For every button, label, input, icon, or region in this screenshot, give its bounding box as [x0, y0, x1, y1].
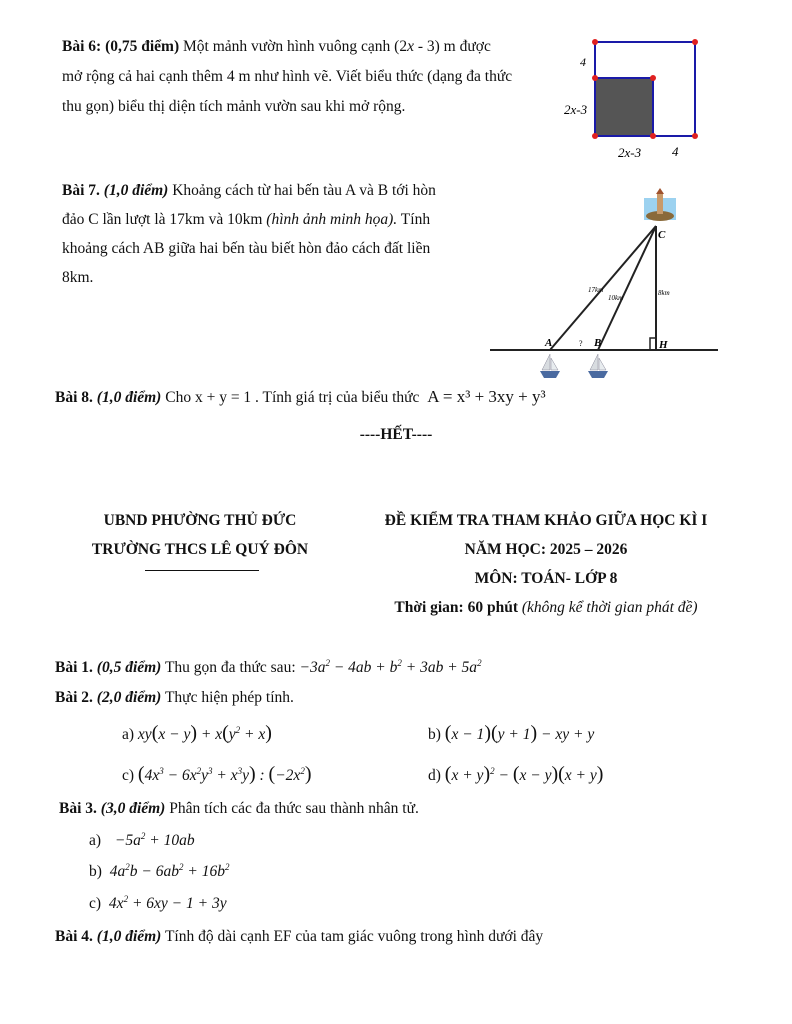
bai6-line2: mở rộng cả hai cạnh thêm 4 m như hình vẽ. Viết biểu thức (dạng đa thức	[62, 68, 513, 85]
bai6-points: (0,75 điểm)	[105, 38, 180, 55]
bai2-b: b) (x − 1)(y + 1) − xy + y	[428, 722, 595, 744]
bai3-b: b) $4a^2b - 6ab^2 + 16b^2$	[89, 862, 230, 880]
bai7-title: Bài 7.	[62, 182, 100, 199]
org-line1: UBND PHƯỜNG THỦ ĐỨC	[103, 512, 297, 529]
fig7-label-c: C	[658, 229, 666, 241]
fig7-label-question: ?	[579, 339, 583, 348]
exam-time: Thời gian: 60 phút (không kể thời gian phát đề)	[394, 599, 698, 616]
exam-year: NĂM HỌC: 2025 – 2026	[464, 541, 628, 558]
bai4-line: Bài 4. (1,0 điểm) Tính độ dài cạnh EF của tam giác vuông trong hình dưới đây	[55, 928, 544, 945]
bai6-line3: thu gọn) biểu thị diện tích mảnh vườn sau khi mở rộng.	[62, 98, 406, 115]
fig7-label-10km: 10km	[608, 294, 624, 302]
fig6-top-label: 4	[580, 55, 586, 69]
island-icon	[644, 188, 676, 221]
bai6-line1: Bài 6: (0,75 điểm) Một mảnh vườn hình vuông cạnh (2x - 3) m được	[62, 38, 491, 55]
fig7-label-8km: 8km	[658, 289, 670, 297]
bai8-line: Bài 8. (1,0 điểm) Cho x + y = 1 . Tính giá trị của biểu thức A = x³ + 3xy + y³	[55, 387, 546, 406]
bai2-line: Bài 2. (2,0 điểm) Thực hiện phép tính.	[55, 689, 294, 706]
bai7-line2: đảo C lần lượt là 17km và 10km (hình ảnh minh họa). Tính	[62, 211, 431, 228]
inner-square	[595, 78, 653, 136]
bai3-a: $a) -5a^2 + 10ab$	[89, 831, 195, 849]
bai1-line: Bài 1. (0,5 điểm) Thu gọn đa thức sau: $-3a^2 - 4ab + b^2 + 3ab + 5a^2$	[55, 658, 482, 676]
fig7-label-17km: 17km	[588, 286, 604, 294]
bai7-points: (1,0 điểm)	[103, 182, 169, 199]
boat-icon	[588, 354, 608, 378]
fig6-left-label: 2x-3	[564, 102, 588, 117]
line-bc	[598, 226, 656, 350]
bai8-points: (1,0 điểm)	[96, 389, 162, 406]
bai7-line4: 8km.	[62, 269, 94, 286]
bai3-title: Bài 3.	[59, 800, 97, 817]
bai1-title: Bài 1.	[55, 659, 93, 676]
bai1-expression: $-3a^2 - 4ab + b^2 + 3ab + 5a^2$	[299, 658, 482, 676]
fig6-bottom-label2: 4	[672, 144, 679, 159]
bai8-title: Bài 8.	[55, 389, 93, 406]
fig7-label-b: B	[594, 337, 602, 349]
exam-title: ĐỀ KIỂM TRA THAM KHẢO GIỮA HỌC KÌ I	[384, 512, 708, 529]
fig7-label-h: H	[659, 339, 668, 351]
bai7-line1: Bài 7. (1,0 điểm) Khoảng cách từ hai bến tàu A và B tới hòn	[62, 182, 436, 199]
boat-icon	[540, 354, 560, 378]
bai8-expression: A = x³ + 3xy + y³	[427, 387, 546, 406]
bai3-points: (3,0 điểm)	[100, 800, 166, 817]
bai2-c: c) $(4x^3 - 6x^2y^3 + x^3y)$ : $(-2x^2)$	[122, 763, 312, 785]
bai3-c: c) $4x^2 + 6xy - 1 + 3y$	[89, 894, 227, 912]
bai3-line: Bài 3. (3,0 điểm) Phân tích các đa thức sau thành nhân tử.	[59, 800, 419, 817]
bai7-figure	[488, 186, 724, 386]
fig6-bottom-label1: 2x-3	[618, 145, 642, 160]
bai2-title: Bài 2.	[55, 689, 93, 706]
bai2-points: (2,0 điểm)	[96, 689, 162, 706]
bai4-title: Bài 4.	[55, 928, 93, 945]
bai7-line3: khoảng cách AB giữa hai bến tàu biết hòn đảo cách đất liền	[62, 240, 431, 257]
end-mark: ----HẾT----	[359, 426, 433, 443]
bai6-figure	[560, 36, 710, 166]
bai6-title: Bài 6:	[62, 38, 102, 55]
header-divider	[145, 570, 259, 571]
fig7-label-a: A	[545, 337, 553, 349]
bai2-a: a) $xy(x - y) + x(y^2 + x)$	[122, 722, 272, 744]
org-line2: TRƯỜNG THCS LÊ QUÝ ĐÔN	[91, 541, 309, 558]
bai1-points: (0,5 điểm)	[96, 659, 162, 676]
bai2-d: d) $(x + y)^2 - (x - y)(x + y)$	[428, 763, 604, 785]
exam-subject: MÔN: TOÁN- LỚP 8	[474, 570, 618, 587]
bai4-points: (1,0 điểm)	[96, 928, 162, 945]
